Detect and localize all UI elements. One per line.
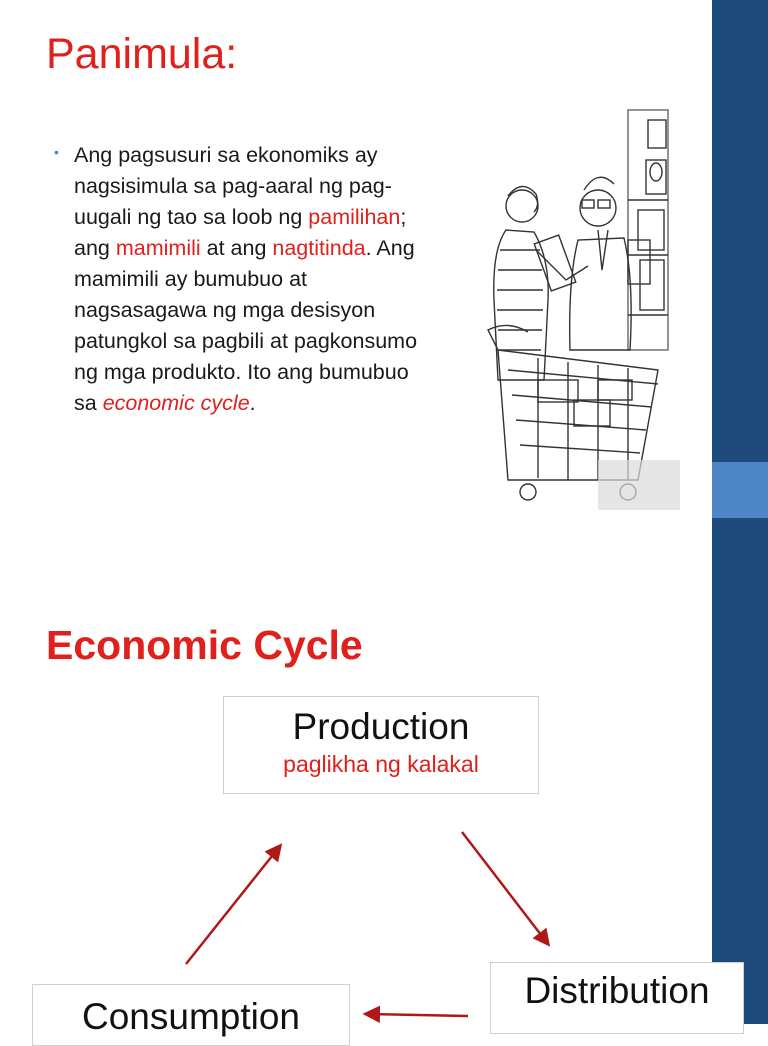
text-part: Ang pagsusuri sa ekonomiks ay nagsisimula sa pag-aaral ng pag-uugali ng tao sa loob ng (74, 143, 392, 229)
production-label: Production (292, 706, 470, 747)
text-part: ; ang (74, 205, 407, 260)
text-part: . (249, 391, 256, 415)
consumption-label: Consumption (81, 996, 300, 1037)
production-sublabel: paglikha ng kalakal (283, 751, 479, 777)
side-band-accent (712, 462, 768, 518)
text-part: . Ang mamimili ay bumubuo at nagsasagawa ng mga desisyon patungkol sa pagbili at pagkonsumo ng mga produkto. Ito ang bumubuo sa (74, 236, 418, 415)
slide-title-economic-cycle: Economic Cycle (46, 622, 363, 668)
arrow-consumption-to-production (186, 846, 280, 964)
term-economic-cycle: economic cycle (102, 391, 250, 415)
term-mamimili: mamimili (115, 236, 201, 260)
intro-paragraph (74, 140, 434, 419)
bullet-icon: • (54, 144, 59, 160)
term-nagtitinda: nagtitinda (272, 236, 366, 260)
text-part: at ang (200, 236, 273, 260)
slide-title-panimula: Panimula: (46, 30, 238, 78)
intro-bullet (54, 140, 434, 419)
arrow-production-to-distribution (462, 832, 548, 944)
term-pamilihan: pamilihan (308, 205, 401, 229)
consumption-box (32, 984, 350, 1046)
arrow-distribution-to-consumption (366, 1014, 468, 1016)
distribution-box (490, 962, 744, 1034)
production-box (223, 696, 539, 794)
shopping-cartoon-illustration (478, 100, 684, 514)
distribution-label: Distribution (524, 970, 710, 1011)
